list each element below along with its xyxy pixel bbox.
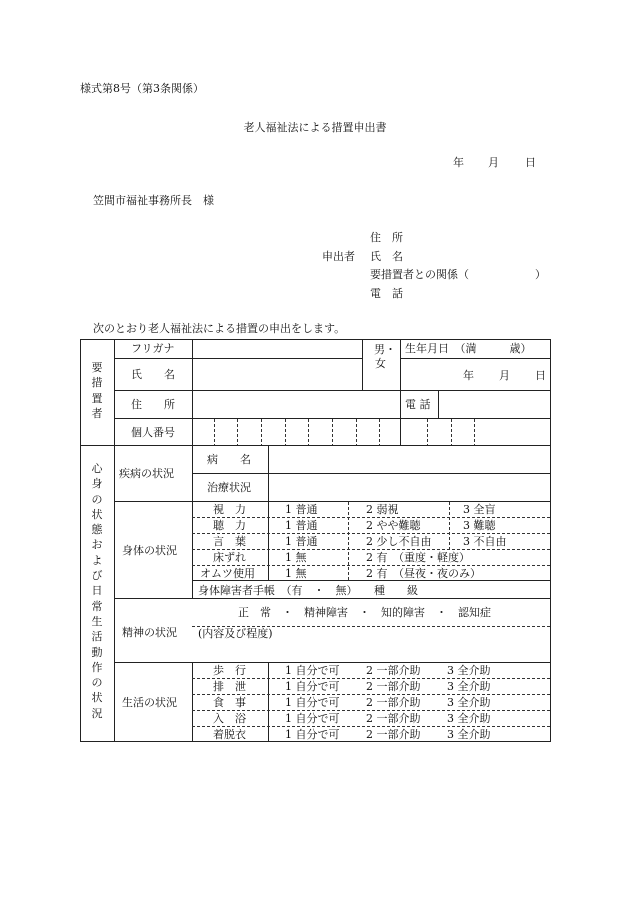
birthdate-label: 生年月日 （満 歳） [405,342,532,355]
body-row-option-3[interactable]: 3 不自由 [463,535,507,548]
daily-row-item: 排 泄 [213,680,246,693]
person-section-label: 要措置者 [91,361,103,420]
intro-text: 次のとおり老人福祉法による措置の申出をします。 [93,322,346,335]
mental-options[interactable]: 正 常 ・ 精神障害 ・ 知的障害 ・ 認知症 [238,606,491,619]
body-row-option-2[interactable]: 2 有 （重度・軽度） [366,551,470,564]
illness-section-label: 疾病の状況 [119,467,174,480]
disability-handbook-label: 身体障害者手帳 （有 ・ 無） 種 級 [198,584,418,597]
daily-row-option-1[interactable]: 1 自分で可 [285,712,340,725]
body-row-item: 床ずれ [213,551,246,564]
document-title: 老人福祉法による措置申出書 [243,121,387,134]
daily-row-item: 着脱衣 [213,728,246,741]
daily-row-option-1[interactable]: 1 自分で可 [285,664,340,677]
address-label: 住 所 [131,398,175,411]
body-row-option-1[interactable]: 1 普通 [285,519,318,532]
body-row-option-1[interactable]: 1 普通 [285,535,318,548]
birth-month-label: 月 [499,369,510,382]
body-row-option-3[interactable]: 3 全盲 [463,503,496,516]
body-section-label: 身体の状況 [122,544,177,557]
daily-row-option-3[interactable]: 3 全介助 [447,680,491,693]
disease-name-label: 病 名 [207,453,251,466]
mental-section-label: 精神の状況 [122,626,177,639]
body-row-item: 視 力 [213,503,246,516]
daily-row-option-2[interactable]: 2 一部介助 [366,728,421,741]
daily-row-item: 食 事 [213,696,246,709]
daily-row-option-3[interactable]: 3 全介助 [447,712,491,725]
furigana-label: フリガナ [131,342,175,355]
mental-detail-label: (内容及び程度) [198,627,273,640]
body-row-item: 言 葉 [213,535,246,548]
applicant-label: 申出者 [322,250,355,263]
daily-section-label: 生活の状況 [122,696,177,709]
daily-row-option-2[interactable]: 2 一部介助 [366,680,421,693]
body-row-option-2[interactable]: 2 有 （昼夜・夜のみ） [366,567,481,580]
body-row-option-2[interactable]: 2 弱視 [366,503,399,516]
applicant-phone-label: 電 話 [370,287,403,300]
addressee: 笠間市福祉事務所長 様 [93,194,214,207]
phone-label: 電 話 [405,398,431,411]
name-label: 氏 名 [131,368,175,381]
date-day-label: 日 [525,156,536,169]
body-row-option-1[interactable]: 1 無 [285,567,307,580]
condition-section-label: 心身の状態および日常生活動作の状況 [91,462,103,720]
daily-row-option-1[interactable]: 1 自分で可 [285,728,340,741]
body-row-item: オムツ使用 [200,567,255,580]
daily-row-option-1[interactable]: 1 自分で可 [285,696,340,709]
treatment-status-label: 治療状況 [207,481,251,494]
applicant-address-label: 住 所 [370,231,403,244]
daily-row-option-2[interactable]: 2 一部介助 [366,696,421,709]
id-number-label: 個人番号 [131,426,175,439]
date-month-label: 月 [488,156,499,169]
daily-row-option-2[interactable]: 2 一部介助 [366,712,421,725]
applicant-relation-label: 要措置者との関係（ ） [370,268,546,281]
body-row-option-2[interactable]: 2 少し不自由 [366,535,432,548]
daily-row-option-3[interactable]: 3 全介助 [447,728,491,741]
body-row-option-3[interactable]: 3 難聴 [463,519,496,532]
daily-row-item: 歩 行 [213,664,246,677]
date-year-label: 年 [453,156,464,169]
body-row-option-1[interactable]: 1 普通 [285,503,318,516]
daily-row-option-3[interactable]: 3 全介助 [447,664,491,677]
body-row-option-1[interactable]: 1 無 [285,551,307,564]
daily-row-option-1[interactable]: 1 自分で可 [285,680,340,693]
birth-day-label: 日 [535,369,546,382]
applicant-name-label: 氏 名 [370,250,403,263]
body-row-item: 聴 力 [213,519,246,532]
daily-row-option-3[interactable]: 3 全介助 [447,696,491,709]
body-row-option-2[interactable]: 2 やや難聴 [366,519,421,532]
birth-year-label: 年 [463,369,474,382]
form-number: 様式第8号（第3条関係） [80,82,204,95]
daily-row-item: 入 浴 [213,712,246,725]
daily-row-option-2[interactable]: 2 一部介助 [366,664,421,677]
sex-selector[interactable]: 男・女 [374,343,396,370]
